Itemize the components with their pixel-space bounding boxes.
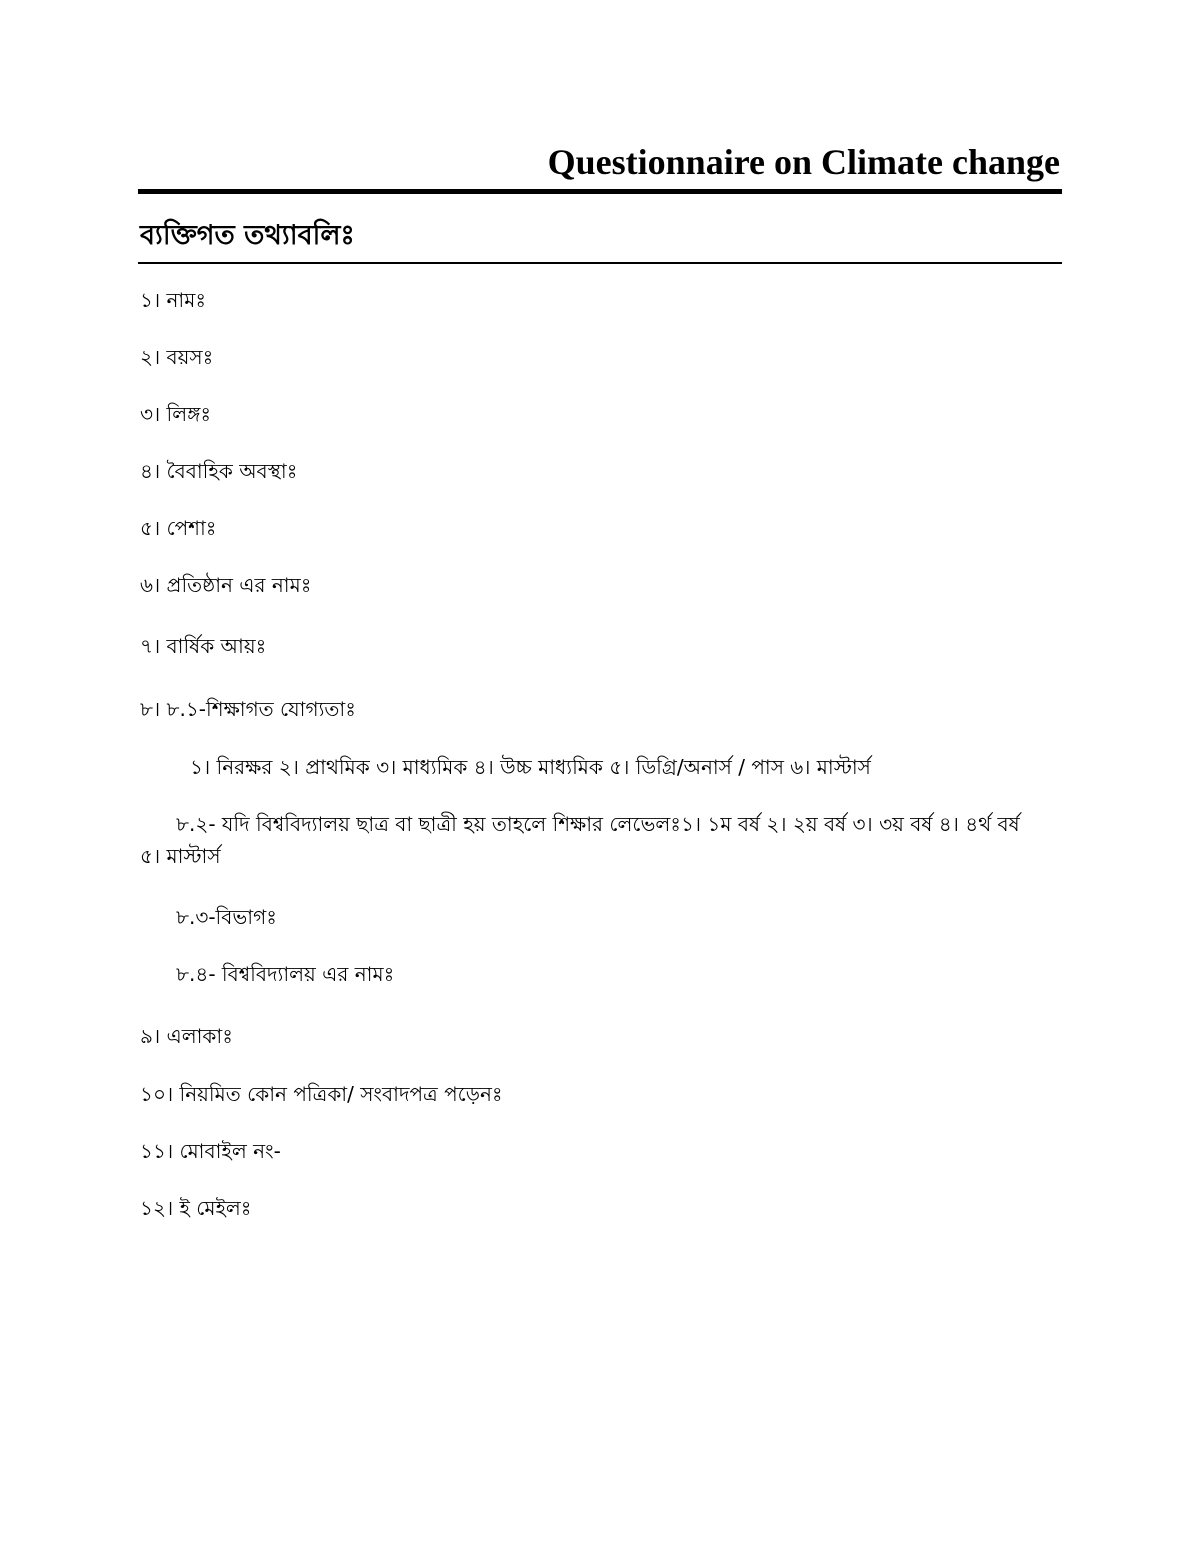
field-name: ১। নামঃ	[140, 288, 206, 312]
field-education: ৮। ৮.১-শিক্ষাগত যোগ্যতাঃ	[140, 697, 356, 721]
field-newspaper: ১০। নিয়মিত কোন পত্রিকা/ সংবাদপত্র পড়েনঃ	[140, 1082, 503, 1106]
field-area: ৯। এলাকাঃ	[140, 1024, 233, 1048]
field-university-name: ৮.৪- বিশ্ববিদ্যালয় এর নামঃ	[176, 962, 395, 986]
field-email: ১২। ই মেইলঃ	[140, 1196, 252, 1220]
section-heading: ব্যক্তিগত তথ্যাবলিঃ	[140, 220, 355, 251]
field-mobile: ১১। মোবাইল নং-	[140, 1139, 281, 1163]
field-annual-income: ৭। বার্ষিক আয়ঃ	[140, 634, 267, 658]
section-divider	[138, 262, 1062, 264]
education-options: ১। নিরক্ষর ২। প্রাথমিক ৩। মাধ্যমিক ৪। উচ্চ মাধ্যমিক ৫। ডিগ্রি/অনার্স / পাস ৬। মাস্টার্স	[190, 755, 871, 779]
field-gender: ৩। লিঙ্গঃ	[140, 402, 212, 426]
field-marital-status: ৪। বৈবাহিক অবস্থাঃ	[140, 459, 298, 483]
field-occupation: ৫। পেশাঃ	[140, 516, 217, 540]
title-divider	[138, 189, 1062, 194]
university-level: ৮.২- যদি বিশ্ববিদ্যালয় ছাত্র বা ছাত্রী হয় তাহলে শিক্ষার লেভেলঃ১। ১ম বর্ষ ২। ২য় বর্ষ ৩। ৩য় বর্ষ ৪। ৪র্থ বর্ষ ৫। মাস্টার্স	[140, 812, 1020, 868]
field-department: ৮.৩-বিভাগঃ	[176, 905, 277, 929]
field-institution-name: ৬। প্রতিষ্ঠান এর নামঃ	[140, 573, 312, 597]
document-title: Questionnaire on Climate change	[547, 142, 1060, 182]
field-age: ২। বয়সঃ	[140, 345, 214, 369]
